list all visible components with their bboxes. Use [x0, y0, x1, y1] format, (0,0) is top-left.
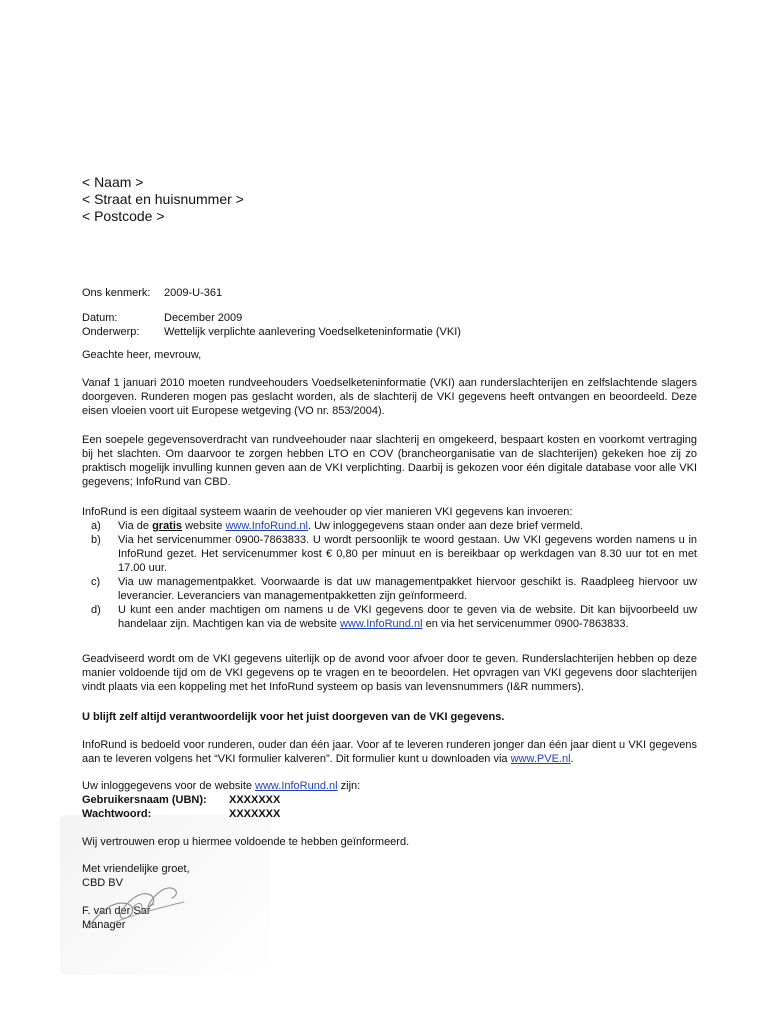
list-item: d) U kunt een ander machtigen om namens u de VKI gegevens door te geven via de website. Dit kan bijvoorbeeld uw handelaar zijn. Machtigen kan via de website www.InfoRund.nl en via het servicenummer 0900-7863833.: [91, 604, 697, 630]
methods-intro: InfoRund is een digitaal systeem waarin de veehouder op vier manieren VKI gegevens kan invoeren:: [82, 506, 573, 518]
date-label: Datum:: [82, 312, 118, 324]
methods-list: [82, 519, 697, 631]
password-row: [82, 807, 697, 821]
pve-link[interactable]: www.PVE.nl: [510, 753, 571, 765]
subject-label: Onderwerp:: [82, 326, 140, 338]
inforund-link[interactable]: www.InfoRund.nl: [255, 780, 338, 792]
address-street: < Straat en huisnummer >: [82, 191, 244, 207]
inforund-methods-section: [82, 505, 697, 631]
paragraph-data-transfer: Een soepele gegevensoverdracht van rundveehouder naar slachterij en omgekeerd, bespaart kosten en voorkomt vertraging bij het slachten. Om daarvoor te zorgen hebben LTO en COV (brancheorganisatie van de slachterijen) gekeken hoe zij zo praktisch mogelijk invulling kunnen geven aan de VKI verplichting. Daarbij is gekozen voor één digitale database voor alle VKI gegevens; InfoRund van CBD.: [82, 434, 697, 488]
address-name: < Naam >: [82, 174, 144, 190]
inforund-link[interactable]: www.InfoRund.nl: [339, 618, 423, 630]
list-item: b) Via het servicenummer 0900-7863833. U wordt persoonlijk te woord gestaan. Uw VKI gegevens worden namens u in InfoRund gezet. Het servicenummer kost € 0,80 per minuut en is bereikbaar op werkdagen van 8.30 uur tot en met 17.00 uur.: [91, 534, 697, 574]
closing-greeting: Met vriendelijke groet,: [82, 863, 190, 875]
list-item: c) Via uw managementpakket. Voorwaarde is dat uw managementpakket hiervoor geschikt is. Raadpleeg hiervoor uw leverancier. Leveranciers van managementpakketten zijn geïnformeerd.: [91, 576, 697, 602]
paragraph-calves: InfoRund is bedoeld voor runderen, ouder dan één jaar. Voor af te leveren runderen jonger dan één jaar dient u VKI gegevens aan te leveren volgens het “VKI formulier kalveren”. Dit formulier kunt u downloaden via www.PVE.nl.: [82, 739, 697, 765]
inforund-link[interactable]: www.InfoRund.nl: [225, 520, 308, 532]
paragraph-trust: Wij vertrouwen erop u hiermee voldoende te hebben geïnformeerd.: [82, 836, 410, 848]
handwritten-signature: [80, 880, 190, 940]
reference-value: 2009-U-361: [164, 287, 223, 299]
address-block: [82, 174, 244, 225]
salutation: Geachte heer, mevrouw,: [82, 349, 202, 361]
reference-line: [82, 286, 222, 300]
closing-company: CBD BV: [82, 877, 123, 889]
signer-role: Manager: [82, 919, 126, 931]
paragraph-vki-intro: Vanaf 1 januari 2010 moeten rundveehouders Voedselketeninformatie (VKI) aan runderslachterijen en zelfslachtende slagers doorgeven. Runderen mogen pas geslacht worden, als de slachterij de VKI gegevens heeft ontvangen en beoordeeld. Deze eisen vloeien voort uit Europese wetgeving (VO nr. 853/2004).: [82, 377, 697, 417]
credentials-block: [82, 779, 697, 821]
gratis-emphasis: gratis: [152, 520, 183, 532]
subject-value: Wettelijk verplichte aanlevering Voedselketeninformatie (VKI): [164, 326, 461, 338]
password-label: Wachtwoord:: [82, 808, 152, 820]
date-value: December 2009: [164, 312, 243, 324]
address-postcode: < Postcode >: [82, 208, 165, 224]
reference-label: Ons kenmerk:: [82, 287, 151, 299]
username-row: [82, 793, 697, 807]
date-subject-block: [82, 311, 461, 339]
paragraph-advice: Geadviseerd wordt om de VKI gegevens uiterlijk op de avond voor afvoer door te geven. Runderslachterijen hebben op deze manier voldoende tijd om de VKI gegevens op te vragen en te beoordelen. Het opvragen van VKI gegevens door slachterijen vindt plaats via een koppeling met het InfoRund systeem op basis van levensnummers (I&R nummers).: [82, 653, 697, 693]
signer-name: F. van der Sar: [82, 905, 151, 917]
credentials-intro: Uw inloggegevens voor de website www.InfoRund.nl zijn:: [82, 780, 361, 792]
responsibility-notice: U blijft zelf altijd verantwoordelijk voor het juist doorgeven van de VKI gegevens.: [82, 711, 505, 723]
username-label: Gebruikersnaam (UBN):: [82, 794, 207, 806]
list-item: a) Via de gratis website www.InfoRund.nl. Uw inloggegevens staan onder aan deze brief vermeld.: [91, 520, 584, 532]
username-value: XXXXXXX: [229, 794, 281, 806]
password-value: XXXXXXX: [229, 808, 281, 820]
